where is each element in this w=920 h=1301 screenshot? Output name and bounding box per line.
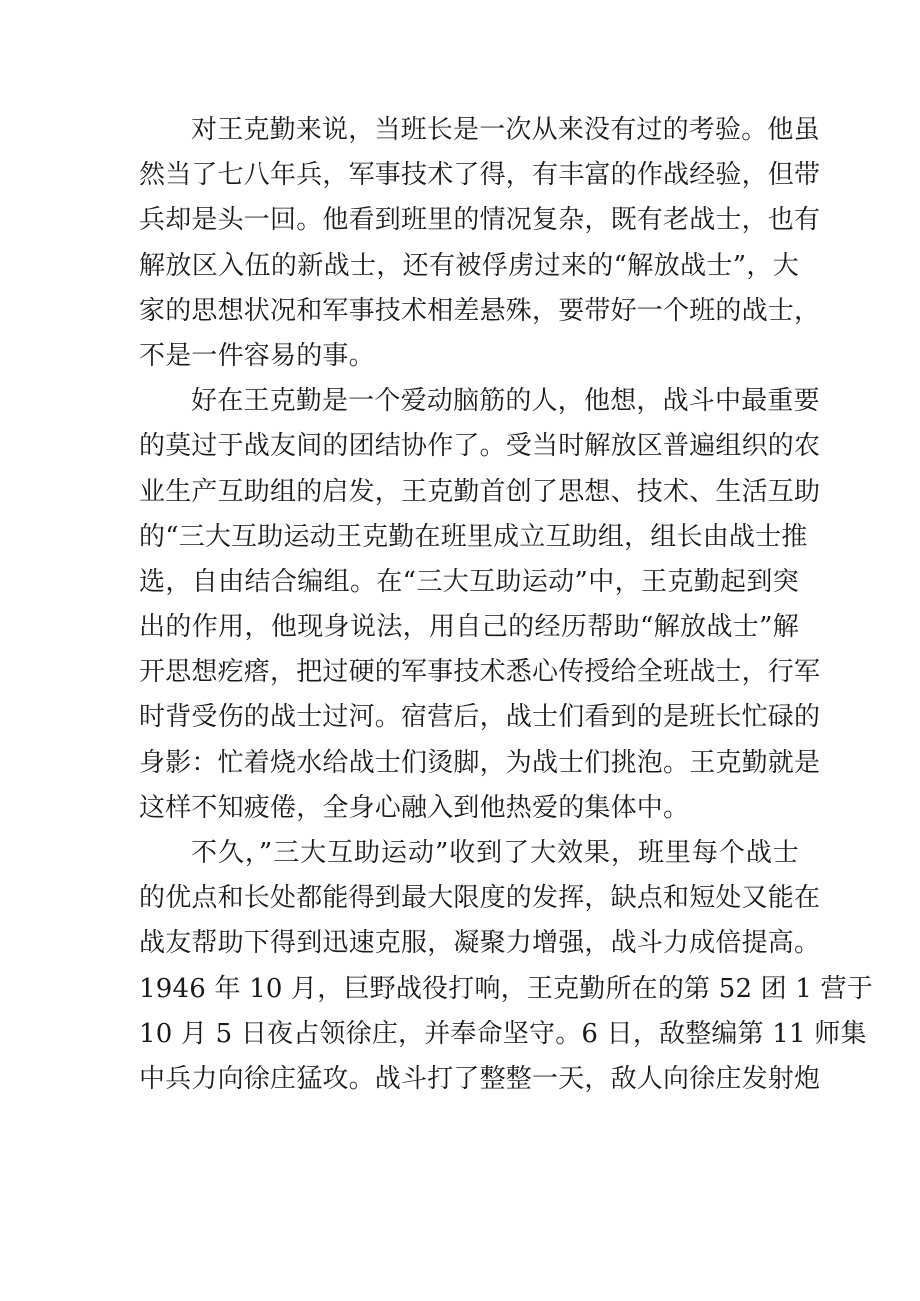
paragraph-2-line-5: 选，自由结合编组。在“三大互助运动”中，王克勤起到突 [139, 566, 799, 597]
paragraph-3-line-3: 战友帮助下得到迅速克服，凝聚力增强，战斗力成倍提高。 [139, 928, 821, 959]
paragraph-1-line-6: 不是一件容易的事。 [139, 340, 375, 371]
paragraph-2-line-7: 开思想疙瘩，把过硬的军事技术悉心传授给全班战士，行军 [139, 657, 821, 688]
paragraph-2-line-8: 时背受伤的战士过河。宿营后，战士们看到的是班长忙碌的 [139, 702, 821, 733]
paragraph-1-line-2: 然当了七八年兵，军事技术了得，有丰富的作战经验，但带 [139, 160, 821, 191]
paragraph-3-line-1: 不久，”三大互助运动”收到了大效果，班里每个战士 [191, 838, 799, 868]
paragraph-2-line-2: 的莫过于战友间的团结协作了。受当时解放区普遍组织的农 [139, 431, 821, 462]
paragraph-1-line-1: 对王克勤来说，当班长是一次从来没有过的考验。他虽 [191, 115, 820, 145]
paragraph-2-line-3: 业生产互助组的启发，王克勤首创了思想、技术、生活互助 [139, 476, 821, 507]
paragraph-1-line-3: 兵却是头一回。他看到班里的情况复杂，既有老战士，也有 [139, 205, 821, 236]
paragraph-3-line-4: 1946 年 10 月，巨野战役打响，王克勤所在的第 52 团 1 营于 [139, 973, 873, 1004]
paragraph-3-line-2: 的优点和长处都能得到最大限度的发挥，缺点和短处又能在 [139, 883, 821, 914]
paragraph-3-line-6: 中兵力向徐庄猛攻。战斗打了整整一天，敌人向徐庄发射炮 [139, 1063, 821, 1094]
paragraph-2-line-10: 这样不知疲倦，全身心融入到他热爱的集体中。 [139, 792, 690, 823]
paragraph-2-line-1: 好在王克勤是一个爱动脑筋的人，他想，战斗中最重要 [191, 386, 820, 417]
paragraph-2-line-6: 出的作用，他现身说法，用自己的经历帮助“解放战士”解 [139, 612, 799, 643]
paragraph-1-line-5: 家的思想状况和军事技术相差悬殊，要带好一个班的战士， [139, 295, 821, 326]
body-text [139, 108, 873, 1102]
paragraph-2-line-9: 身影：忙着烧水给战士们烫脚，为战士们挑泡。王克勤就是 [139, 747, 821, 778]
paragraph-3-line-5: 10 月 5 日夜占领徐庄，并奉命坚守。6 日，敌整编第 11 师集 [139, 1018, 867, 1049]
paragraph-2-line-4: 的“三大互助运动王克勤在班里成立互助组，组长由战士推 [139, 521, 808, 552]
paragraph-1-line-4: 解放区入伍的新战士，还有被俘虏过来的“解放战士”，大 [139, 250, 799, 281]
